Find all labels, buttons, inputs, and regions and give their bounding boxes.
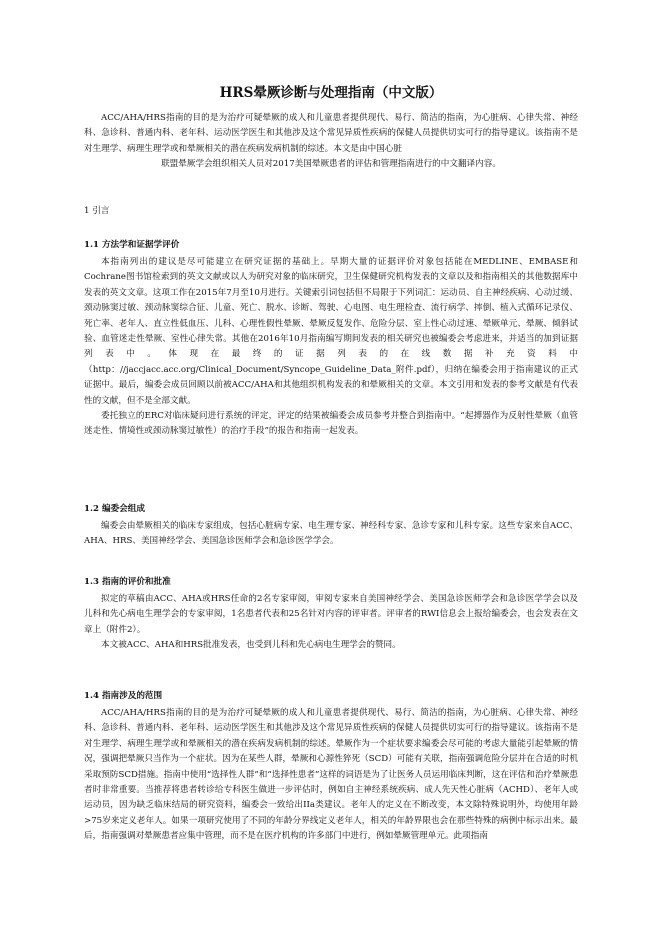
section-1-4-body — [84, 706, 578, 845]
abstract-paragraph: ACC/AHA/HRS指南的目的是为治疗可疑晕厥的成人和儿童患者提供现代、易行、简洁的指南，为心脏病、心律失常、神经科、急诊科、普通内科、老年科、运动医学医生和其他涉及这个常见异质性疾病的保健人员提供切实可行的指导建议。该指南不是对生理学、病理生理学或和晕厥相关的潜在疾病发病机制的综述。本文是由中国心脏 — [84, 113, 578, 154]
paragraph: ACC/AHA/HRS指南的目的是为治疗可疑晕厥的成人和儿童患者提供现代、易行、简洁的指南，为心脏病、心律失常、神经科、急诊科、普通内科、老年科、运动医学医生和其他涉及这个常见异质性疾病的保健人员提供切实可行的指导建议。该指南不是对生理学、病理生理学或和晕厥相关的潜在疾病发病机制的综述。晕厥作为一个症状要求编委会尽可能的考虑大量能引起晕厥的情况，强调把晕厥只当作为一个症状。因为在某些人群，晕厥和心源性猝死（SCD）可能有关联，指南强调危险分层并在合适的时机采取预防SCD措施。指南中使用“选择性人群”和“选择性患者”这样的词语是为了让医务人员运用临床判断，这在评估和治疗晕厥患者时非常重要。当推荐将患者转诊给专科医生做进一步评估时，例如自主神经系统疾病、成人先天性心脏病（ACHD）、老年人或运动员，因为缺乏临床结局的研究资料，编委会一致给出IIa类建议。老年人的定义在不断改变，本文除特殊说明外，均使用年龄>75岁来定义老年人。如果一项研究使用了不同的年龄分界线定义老年人，相关的年龄界限也会在那些特殊的病例中标示出来。最后，指南强调对晕厥患者应集中管理，而不是在医疗机构的许多部门中进行，例如晕厥管理单元。此项指南 — [84, 708, 578, 842]
abstract — [84, 111, 578, 173]
section-heading-1-4: 1.4 指南涉及的范围 — [84, 691, 163, 701]
paragraph: 本文被ACC、AHA和HRS批准发表，也受到儿科和先心病电生理学会的赞同。 — [101, 640, 401, 651]
section-1-1-body — [84, 255, 578, 440]
paragraph: 拟定的草稿由ACC、AHA或HRS任命的2名专家审阅，审阅专家来自美国神经学会、美国急诊医师学会和急诊医学学会以及儿科和先心病电生理学会的专家审阅，1名患者代表和25名针对内容的评审者。评审者的RWI信息会上报给编委会，也会发表在文章上（附件2）。 — [84, 594, 578, 635]
section-heading-1-2: 1.2 编委会组成 — [84, 504, 145, 514]
section-1-3-body — [84, 592, 578, 654]
paragraph: 委托独立的ERC对临床疑问进行系统的评定，评定的结果被编委会成员参考并整合到指南中。“起搏器作为反射性晕厥（血管迷走性、情境性或颈动脉窦过敏性）的治疗手段”的报告和指南一起发表。 — [84, 411, 578, 437]
abstract-paragraph-end: 联盟晕厥学会组织相关人员对2017美国晕厥患者的评估和管理指南进行的中文翻译内容。 — [161, 159, 501, 170]
paragraph: 本指南列出的建议是尽可能建立在研究证据的基础上。早期大量的证据评价对象包括能在MEDLINE、EMBASE和Cochrane图书馆检索到的英文文献或以人为研究对象的临床研究，卫生保健研究机构发表的文章以及和指南相关的其他数据库中发表的英文文章。这项工作在2015年7月至10月进行。关键索引词包括但不局限于下列词汇：运动员、自主神经疾病、心动过缓、颈动脉窦过敏、颈动脉窦综合征、儿童、死亡、脱水、诊断、驾驶、心电图、电生理检查、流行病学、摔倒、植入式循环记录仪、死亡率、老年人、直立性低血压、儿科、心理性假性晕厥、晕厥反复发作、危险分层、室上性心动过速、晕厥单元、晕厥、倾斜试验、血管迷走性晕厥、室性心律失常。其他在2016年10月指南编写期间发表的相关研究也被编委会考虑进来，并适当的加到证据列表中。体现在最终的证据列表的在线数据补充资料中（http：//jaccjacc.acc.org/Clinical_Document/Syncope_Guideline_Data_附件.pdf），归纳在编委会用于指南建议的正式证据中。最后，编委会成员回顾以前被ACC/AHA和其他组织机构发表的和晕厥相关的文章。本文引用和发表的参考文献是有代表性的文献，但不是全部文献。 — [84, 257, 578, 406]
section-heading-1-3: 1.3 指南的评价和批准 — [84, 577, 171, 587]
section-1-2-body — [84, 519, 578, 550]
section-heading-1-1: 1.1 方法学和证据学评价 — [84, 240, 180, 250]
section-heading-1: 1 引言 — [84, 206, 110, 216]
paragraph: 编委会由晕厥相关的临床专家组成，包括心脏病专家、电生理专家、神经科专家、急诊专家和儿科专家。这些专家来自ACC、AHA、HRS、美国神经学会、美国急诊医师学会和急诊医学学会。 — [84, 521, 578, 547]
document-title: HRS晕厥诊断与处理指南（中文版） — [219, 85, 443, 101]
